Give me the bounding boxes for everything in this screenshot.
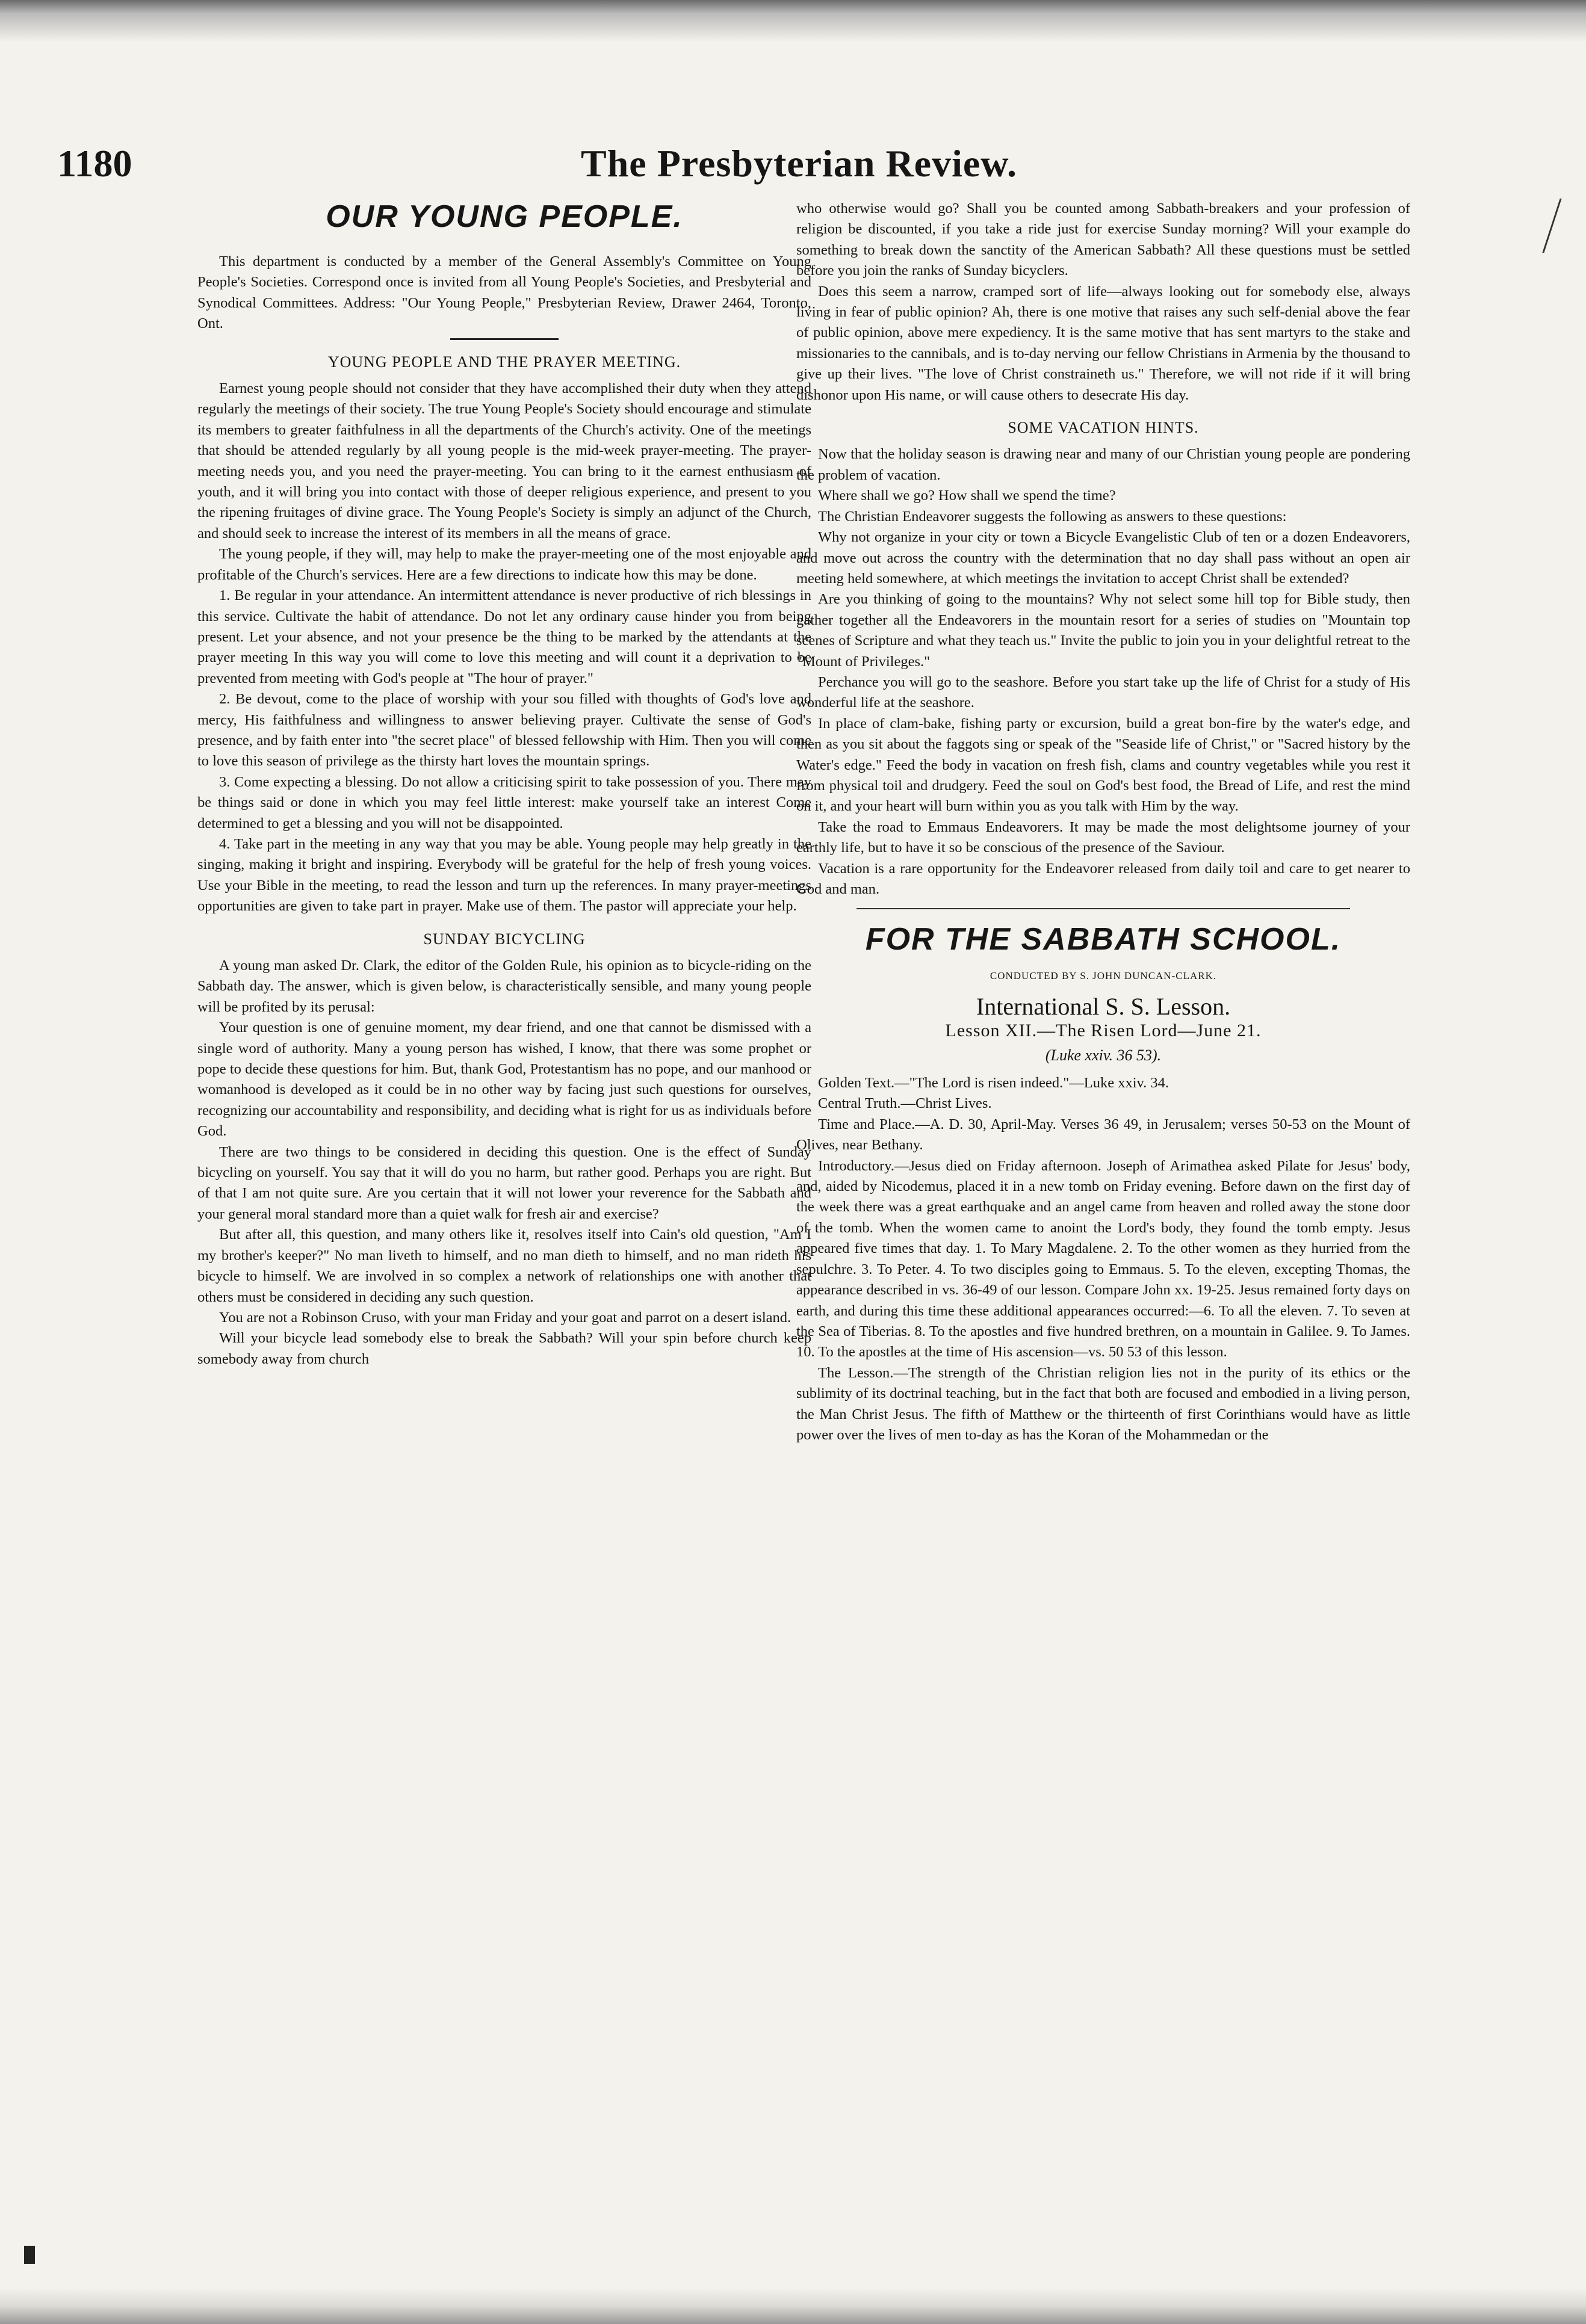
conducted-by-line: CONDUCTED BY S. JOHN DUNCAN-CLARK.	[990, 970, 1217, 982]
paragraph: Will your bicycle lead somebody else to break the Sabbath? Will your spin before church keep somebody away from church	[197, 1330, 811, 1367]
paragraph: The Lesson.—The strength of the Christian religion lies not in the purity of its ethics or the sublimity of its doctrinal teaching, but in the fact that both are focused and embodied in a living person, the Man Christ Jesus. The fifth of Matthew or the thirteenth of first Corinthians would have as little power over the lives of men to-day as has the Koran of the Mohammedan or the	[796, 1364, 1410, 1443]
central-truth: Central Truth.—Christ Lives.	[818, 1095, 992, 1112]
section-title-sabbath-school: FOR THE SABBATH SCHOOL.	[865, 922, 1342, 957]
paragraph: In place of clam-bake, fishing party or excursion, build a great bon-fire by the water's edge, and then as you sit about the faggots sing or speak of the "Seaside life of Christ," or "Sacred history by the Water's edge." Feed the body in vacation on fresh fish, clams and country vegetables while you rest it from physical toil and drudgery. Feed the soul on God's best food, the Bread of Life, and rest the mind on it, and your heart will burn within you as you talk with Him by the way.	[796, 715, 1410, 815]
paragraph: Does this seem a narrow, cramped sort of life—always looking out for somebody else, always living in fear of public opinion? Ah, there is one motive that raises any such self-denial above the fear of public opinion, above mere expediency. It is the same motive that has sent martyrs to the stake and missionaries to the cannibals, and is to-day nerving our fellow Christians in Armenia by the thousand to give up their lives. "The love of Christ constraineth us." Therefore, we will not ride if it will bring dishonor upon His name, or will cause others to desecrate His day.	[796, 283, 1410, 403]
journal-title: The Presbyterian Review.	[581, 142, 1017, 185]
divider	[857, 908, 1350, 909]
paragraph: who otherwise would go? Shall you be counted among Sabbath-breakers and your profession of religion be discounted, if you take a ride just for exercise Sunday morning? Will your example do something to break down the sanctity of the American Sabbath? All these questions must be settled before you join the ranks of Sunday bicyclers.	[796, 200, 1410, 279]
scan-bottom-edge	[0, 2288, 1586, 2324]
paragraph: Perchance you will go to the seashore. Before you start take up the life of Christ for a study of His wonderful life at the seashore.	[796, 673, 1410, 711]
scan-top-edge	[0, 0, 1586, 42]
paragraph: Introductory.—Jesus died on Friday afternoon. Joseph of Arimathea asked Pilate for Jesus' body, and, aided by Nicodemus, placed it in a new tomb on Friday evening. Before dawn on the first day of the week there was a great earthquake and an angel came from heaven and rolled away the stone door of the tomb. When the women came to anoint the Lord's body, they found the tomb empty. Jesus appeared five times that day. 1. To Mary Magdalene. 2. To the other women as they hurried from the sepulchre. 3. To Peter. 4. To two disciples going to Emmaus. 5. To the eleven, excepting Thomas, the appearance described in vs. 36-49 of our lesson. Compare John xx. 19-25. Jesus remained forty days on earth, and during this time these additional appearances occurred:—6. To all the eleven. 7. To seven at the Sea of Tiberias. 8. To the apostles and five hundred brethren, on a mountain in Galilee. 9. To James. 10. To the apostles at the time of His ascension—vs. 50 53 of this lesson.	[796, 1157, 1410, 1361]
paragraph: Where shall we go? How shall we spend the time?	[818, 487, 1116, 504]
margin-pencil-mark	[1518, 199, 1561, 253]
golden-text: Golden Text.—"The Lord is risen indeed."—Luke xxiv. 34.	[818, 1075, 1169, 1092]
paragraph: But after all, this question, and many others like it, resolves itself into Cain's old question, "Am I my brother's keeper?" No man liveth to himself, and no man dieth to himself, and no man rideth his bicycle to himself. We are involved in so complex a network of relationships one with another that others must be considered in deciding any such question.	[197, 1226, 811, 1305]
paragraph: 3. Come expecting a blessing. Do not allow a criticising spirit to take possession of you. There may be things said or done in which you may feel little interest: make yourself take an interest Come determined to get a blessing and you will not be disappointed.	[197, 773, 811, 832]
time-and-place: Time and Place.—A. D. 30, April-May. Verses 36 49, in Jerusalem; verses 50-53 on the Mount of Olives, near Bethany.	[796, 1116, 1410, 1154]
lesson-heading: Lesson XII.—The Risen Lord—June 21.	[945, 1021, 1262, 1041]
paragraph: 1. Be regular in your attendance. An intermittent attendance is never productive of rich blessings in this service. Cultivate the habit of attendance. Do not let any ordinary cause hinder you from being present. Let your absence, and not your presence be the thing to be marked by the attendants at the prayer meeting In this way you will come to love this meeting and will count it a deprivation to be prevented from meeting with God's people at "The hour of prayer."	[197, 587, 811, 687]
page-header	[57, 141, 1411, 202]
paragraph: Are you thinking of going to the mountains? Why not select some hill top for Bible study, then gather together all the Endeavorers in the mountain resort for a series of studies on "Mountain top scenes of Scripture and what they teach us." Invite the public to join you in your delightful retreat to the "Mount of Privileges."	[796, 591, 1410, 670]
paragraph: 4. Take part in the meeting in any way that you may be able. Young people may help greatly in the singing, making it bright and inspiring. Everybody will be grateful for the help of fresh young voices. Use your Bible in the meeting, to read the lesson and turn up the references. In many prayer-meetings opportunities are given to take part in prayer. Make use of them. The pastor will appreciate your help.	[197, 835, 811, 915]
paragraph: The young people, if they will, may help to make the prayer-meeting one of the most enjoyable and profitable of the Church's services. Here are a few directions to indicate how this may be done.	[197, 546, 811, 583]
article-title-prayer-meeting: YOUNG PEOPLE AND THE PRAYER MEETING.	[327, 353, 681, 371]
divider	[450, 338, 559, 340]
paragraph: Your question is one of genuine moment, my dear friend, and one that cannot be dismissed with a single word of authority. Many a young person has wished, I know, that there was some prophet or pope to decide these questions for him. But, thank God, Protestantism has no pope, and our manhood or womanhood is developed as it could be in no other way by facing just such questions for ourselves, recognizing our accountability and responsibility, and deciding what is right for us as individuals before God.	[197, 1019, 811, 1140]
paragraph: Earnest young people should not consider that they have accomplished their duty when they attend regularly the meetings of their society. The true Young People's Society should encourage and stimulate its members to greater faithfulness in all the departments of the Church's activity. One of the meetings that should be attended regularly by all young people is the mid-week prayer-meeting. The prayer-meeting needs you, and you need the prayer-meeting. You can bring to it the earnest enthusiasm of youth, and it will bring you into contact with those of deeper religious experience, and present to you the ripening fruitages of divine grace. The Young People's Society is simply an adjunct of the Church, and should seek to increase the interest of its members in all the means of grace.	[197, 380, 811, 542]
paragraph: Vacation is a rare opportunity for the Endeavorer released from daily toil and care to get nearer to God and man.	[796, 860, 1410, 897]
section-title-young-people: OUR YOUNG PEOPLE.	[326, 199, 683, 234]
paragraph: Take the road to Emmaus Endeavorers. It may be made the most delightsome journey of your earthly life, but to have it so be conscious of the presence of the Saviour.	[796, 818, 1410, 856]
page-number: 1180	[57, 142, 132, 185]
paragraph: 2. Be devout, come to the place of worship with your sou filled with thoughts of God's love and mercy, His faithfulness and willingness to answer believing prayer. Cultivate the sense of God's presence, and by faith enter into "the secret place" of blessed fellowship with Him. Then you will come to love this season of privilege as the thirsty hart loves the mountain springs.	[197, 691, 811, 770]
paragraph: Now that the holiday season is drawing near and many of our Christian young people are pondering the problem of vacation.	[796, 446, 1410, 483]
paragraph: The Christian Endeavorer suggests the following as answers to these questions:	[818, 508, 1287, 525]
article-title-vacation-hints: SOME VACATION HINTS.	[1008, 419, 1199, 437]
left-column	[197, 199, 811, 1370]
lesson-series-title: International S. S. Lesson.	[976, 992, 1231, 1020]
section-intro: This department is conducted by a member of the General Assembly's Committee on Young People's Societies. Correspond once is invited from all Young People's Societies, and Presbyterial and Synodical Committees. Address: "Our Young People," Presbyterian Review, Drawer 2464, Toronto, Ont.	[197, 253, 811, 332]
paragraph: A young man asked Dr. Clark, the editor of the Golden Rule, his opinion as to bicycle-riding on the Sabbath day. The answer, which is given below, is characteristically sensible, and many young people will be profited by its perusal:	[197, 957, 811, 1015]
paragraph: You are not a Robinson Cruso, with your man Friday and your goat and parrot on a desert island.	[219, 1309, 791, 1326]
scripture-reference: (Luke xxiv. 36 53).	[1045, 1046, 1162, 1064]
right-column	[796, 199, 1410, 1445]
article-title-sunday-bicycling: SUNDAY BICYCLING	[423, 930, 586, 948]
binding-mark	[24, 2246, 35, 2264]
paragraph: There are two things to be considered in deciding this question. One is the effect of Sunday bicycling on yourself. You say that it will do you no harm, but rather good. Perhaps you are right. But of that I am not quite sure. Are you certain that it will not lower your reverence for the Sabbath and your general moral standard more than a quiet walk for fresh air and exercise?	[197, 1143, 811, 1222]
paragraph: Why not organize in your city or town a Bicycle Evangelistic Club of ten or a dozen Endeavorers, and move out across the country with the determination that no day shall pass without an open air meeting held somewhere, at which meetings the invitation to accept Christ shall be extended?	[796, 529, 1410, 587]
